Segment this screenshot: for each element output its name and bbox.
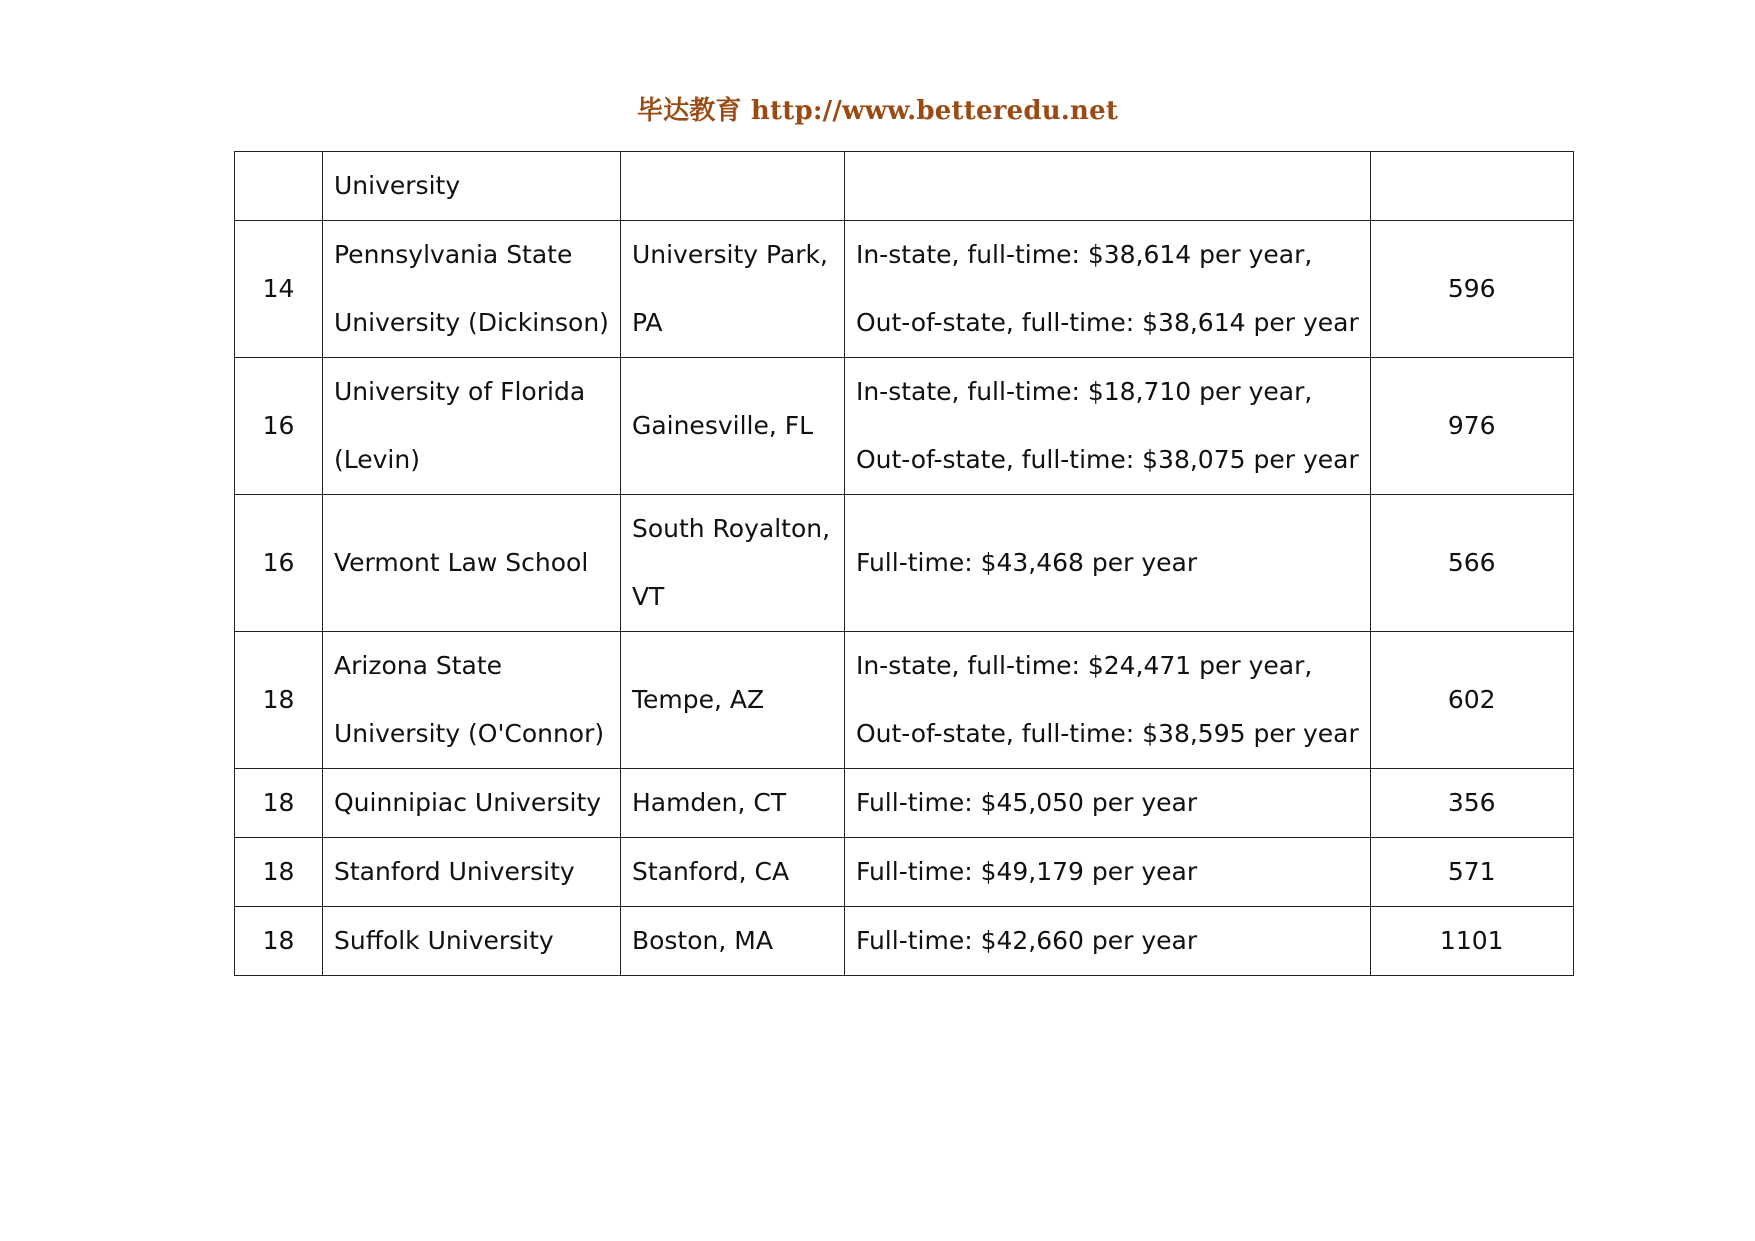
location-cell [620, 152, 844, 221]
table-row [235, 907, 1574, 976]
tuition-line: Out-of-state, full-time: $38,614 per year [855, 308, 1359, 337]
tuition-cell [844, 495, 1370, 632]
school-line: (Levin) [334, 445, 420, 474]
school-cell [323, 358, 621, 495]
enrollment-cell [1370, 152, 1573, 221]
tuition-line: In-state, full-time: $38,614 per year, [855, 240, 1313, 269]
enrollment-cell: 1101 [1370, 907, 1573, 976]
rank-cell: 18 [235, 632, 323, 769]
location-cell [620, 838, 844, 907]
school-cell [323, 632, 621, 769]
tuition-line: In-state, full-time: $24,471 per year, [855, 651, 1313, 680]
enrollment-cell: 566 [1370, 495, 1573, 632]
page-header: 毕达教育 http://www.betteredu.net [636, 96, 1119, 126]
school-cell [323, 221, 621, 358]
tuition-cell [844, 152, 1370, 221]
location-cell [620, 358, 844, 495]
school-cell [323, 495, 621, 632]
location-line: Hamden, CT [631, 788, 787, 817]
table-row [235, 632, 1574, 769]
tuition-cell [844, 358, 1370, 495]
enrollment-cell: 596 [1370, 221, 1573, 358]
school-cell [323, 838, 621, 907]
school-line: Pennsylvania State [334, 240, 573, 269]
school-line: University (Dickinson) [334, 308, 609, 337]
location-cell [620, 221, 844, 358]
table-row [235, 769, 1574, 838]
table-row [235, 152, 1574, 221]
tuition-line: Out-of-state, full-time: $38,075 per year [855, 445, 1359, 474]
location-line: Stanford, CA [631, 857, 790, 886]
tuition-line: Full-time: $42,660 per year [855, 926, 1198, 955]
tuition-cell [844, 838, 1370, 907]
school-line: University (O'Connor) [334, 719, 605, 748]
table-row [235, 838, 1574, 907]
table-row [235, 358, 1574, 495]
school-line: Quinnipiac University [334, 788, 602, 817]
school-line: University of Florida [334, 377, 586, 406]
tuition-cell [844, 221, 1370, 358]
enrollment-cell: 976 [1370, 358, 1573, 495]
table-row [235, 221, 1574, 358]
location-line: South Royalton, [631, 514, 831, 543]
rank-cell: 16 [235, 358, 323, 495]
tuition-line: Full-time: $45,050 per year [855, 788, 1198, 817]
tuition-cell [844, 632, 1370, 769]
tuition-line: In-state, full-time: $18,710 per year, [855, 377, 1313, 406]
enrollment-cell: 356 [1370, 769, 1573, 838]
location-line: VT [631, 582, 665, 611]
enrollment-cell: 571 [1370, 838, 1573, 907]
rank-cell: 18 [235, 907, 323, 976]
rank-cell: 18 [235, 769, 323, 838]
tuition-cell [844, 907, 1370, 976]
rank-cell: 14 [235, 221, 323, 358]
tuition-line: Full-time: $49,179 per year [855, 857, 1198, 886]
rank-cell [235, 152, 323, 221]
school-line: Vermont Law School [334, 548, 589, 577]
location-line: Boston, MA [631, 926, 773, 955]
tuition-line: Full-time: $43,468 per year [855, 548, 1198, 577]
location-line: PA [631, 308, 663, 337]
school-line: Stanford University [334, 857, 575, 886]
school-cell [323, 907, 621, 976]
school-line: Arizona State [334, 651, 503, 680]
school-line: University [334, 171, 461, 200]
location-cell [620, 907, 844, 976]
rank-cell: 18 [235, 838, 323, 907]
location-cell [620, 769, 844, 838]
school-cell [323, 769, 621, 838]
location-cell [620, 632, 844, 769]
location-cell [620, 495, 844, 632]
location-line: Gainesville, FL [631, 411, 814, 440]
tuition-cell [844, 769, 1370, 838]
enrollment-cell: 602 [1370, 632, 1573, 769]
location-line: Tempe, AZ [631, 685, 765, 714]
school-line: Suffolk University [334, 926, 554, 955]
table-row [235, 495, 1574, 632]
location-line: University Park, [631, 240, 828, 269]
rank-cell: 16 [235, 495, 323, 632]
school-cell [323, 152, 621, 221]
law-school-table [234, 151, 1574, 976]
tuition-line: Out-of-state, full-time: $38,595 per year [855, 719, 1359, 748]
